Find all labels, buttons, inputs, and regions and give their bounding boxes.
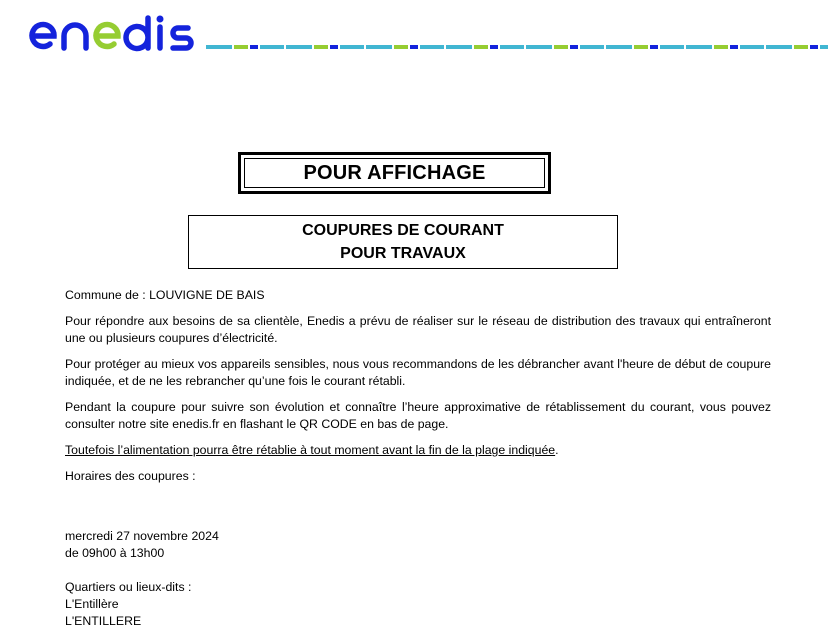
outage-time: de 09h00 à 13h00 — [65, 546, 165, 560]
warning-period: . — [555, 443, 559, 457]
title-frame — [238, 152, 551, 194]
paragraph-recommendation: Pour protéger au mieux vos appareils sensibles, nous vous recommandons de les débrancher avant l'heure de début de coupure indiquée, et de ne les rebrancher qu’une fois le courant rétabli. — [65, 357, 771, 388]
areas-label: Quartiers ou lieux-dits : — [65, 580, 192, 594]
warning-line — [65, 442, 771, 459]
commune-line: Commune de : LOUVIGNE DE BAIS — [65, 288, 265, 302]
area-item: L'Entillère — [65, 597, 119, 611]
header-decorative-line — [206, 45, 828, 49]
subtitle-frame — [188, 215, 618, 269]
warning-text: Toutefois l’alimentation pourra être rétablie à tout moment avant la fin de la plage indiquée — [65, 443, 556, 457]
schedule-label: Horaires des coupures : — [65, 469, 196, 483]
outage-date: mercredi 27 novembre 2024 — [65, 529, 219, 543]
paragraph-intro: Pour répondre aux besoins de sa clientèle, Enedis a prévu de réaliser sur le réseau de distribution des travaux qui entraîneront une ou plusieurs coupures d’électricité. — [65, 314, 771, 345]
area-item: L'ENTILLERE — [65, 614, 142, 628]
paragraph-follow-up: Pendant la coupure pour suivre son évolution et connaître l’heure approximative de rétablissement du courant, vous pouvez consulter notre site enedis.fr en flashant le QR CODE en bas de page. — [65, 400, 771, 431]
subtitle-line-1: COUPURES DE COURANT — [302, 222, 504, 239]
subtitle-line-2: POUR TRAVAUX — [340, 245, 466, 262]
notice-title: POUR AFFICHAGE — [244, 158, 545, 188]
notice-body — [65, 287, 771, 630]
enedis-logo — [28, 10, 208, 54]
